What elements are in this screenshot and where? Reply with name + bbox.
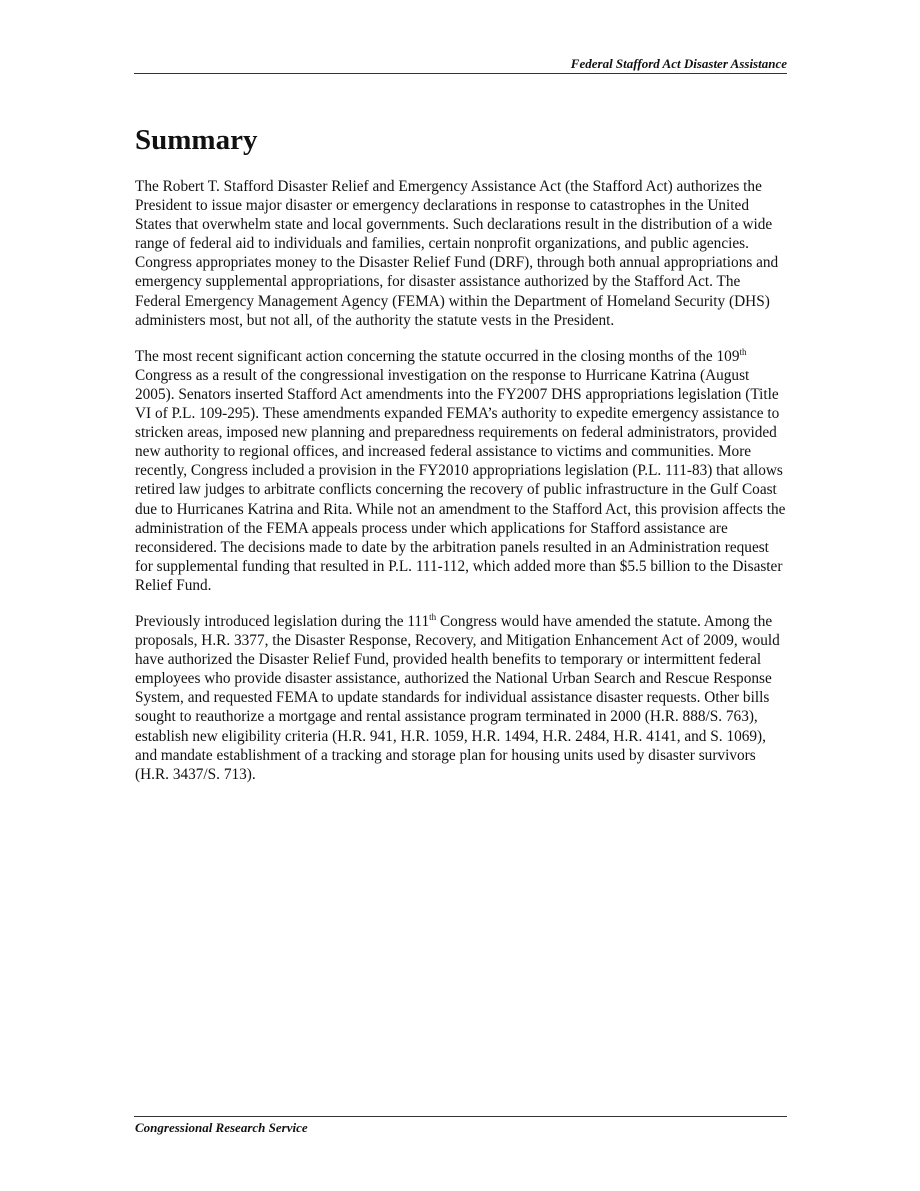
page-title: Summary — [135, 124, 258, 156]
paragraph-3-text-start: Previously introduced legislation during the 111 — [135, 612, 430, 630]
ordinal-superscript: th — [739, 346, 747, 357]
footer-divider — [134, 1116, 787, 1117]
paragraph-2 — [135, 347, 787, 595]
paragraph-3-text-rest: Congress would have amended the statute. Among the proposals, H.R. 3377, the Disaster Response, Recovery, and Mitigation Enhancement Act of 2009, would have authorized the Disaster Relief Fund, provided health benefits to temporary or intermittent federal employees who provide disaster assistance, authorized the National Urban Search and Rescue Response System, and requested FEMA to update standards for individual assistance disaster requests. Other bills sought to reauthorize a mortgage and rental assistance program terminated in 2000 (H.R. 888/S. 763), establish new eligibility criteria (H.R. 941, H.R. 1059, H.R. 1494, H.R. 2484, H.R. 4141, and S. 1069), and mandate establishment of a tracking and storage plan for housing units used by disaster survivors (H.R. 3437/S. 713). — [135, 612, 780, 783]
paragraph-1-text: The Robert T. Stafford Disaster Relief and Emergency Assistance Act (the Stafford Act) authorizes the President to issue major disaster or emergency declarations in response to catastrophes in the United States that overwhelm state and local governments. Such declarations result in the distribution of a wide range of federal aid to individuals and families, certain nonprofit organizations, and public agencies. Congress appropriates money to the Disaster Relief Fund (DRF), through both annual appropriations and emergency supplemental appropriations, for disaster assistance authorized by the Stafford Act. The Federal Emergency Management Agency (FEMA) within the Department of Homeland Security (DHS) administers most, but not all, of the authority the statute vests in the President. — [135, 178, 779, 329]
running-header: Federal Stafford Act Disaster Assistance — [570, 56, 787, 71]
summary-body — [135, 177, 787, 801]
running-footer: Congressional Research Service — [135, 1120, 308, 1135]
paragraph-2-text-start: The most recent significant action concerning the statute occurred in the closing months of the 109 — [135, 347, 740, 365]
paragraph-3 — [135, 612, 787, 784]
header-divider — [134, 73, 787, 74]
ordinal-superscript: th — [429, 611, 437, 622]
paragraph-1 — [135, 177, 787, 330]
paragraph-2-text-rest: Congress as a result of the congressional investigation on the response to Hurricane Katrina (August 2005). Senators inserted Stafford Act amendments into the FY2007 DHS appropriations legislation (Title VI of P.L. 109-295). These amendments expanded FEMA’s authority to expedite emergency assistance to stricken areas, imposed new planning and preparedness requirements on federal administrators, provided new authority to regional offices, and increased federal assistance to victims and communities. More recently, Congress included a provision in the FY2010 appropriations legislation (P.L. 111-83) that allows retired law judges to arbitrate conflicts concerning the recovery of public infrastructure in the Gulf Coast due to Hurricanes Katrina and Rita. While not an amendment to the Stafford Act, this provision affects the administration of the FEMA appeals process under which applications for Stafford assistance are reconsidered. The decisions made to date by the arbitration panels resulted in an Administration request for supplemental funding that resulted in P.L. 111-112, which added more than $5.5 billion to the Disaster Relief Fund. — [135, 366, 786, 594]
